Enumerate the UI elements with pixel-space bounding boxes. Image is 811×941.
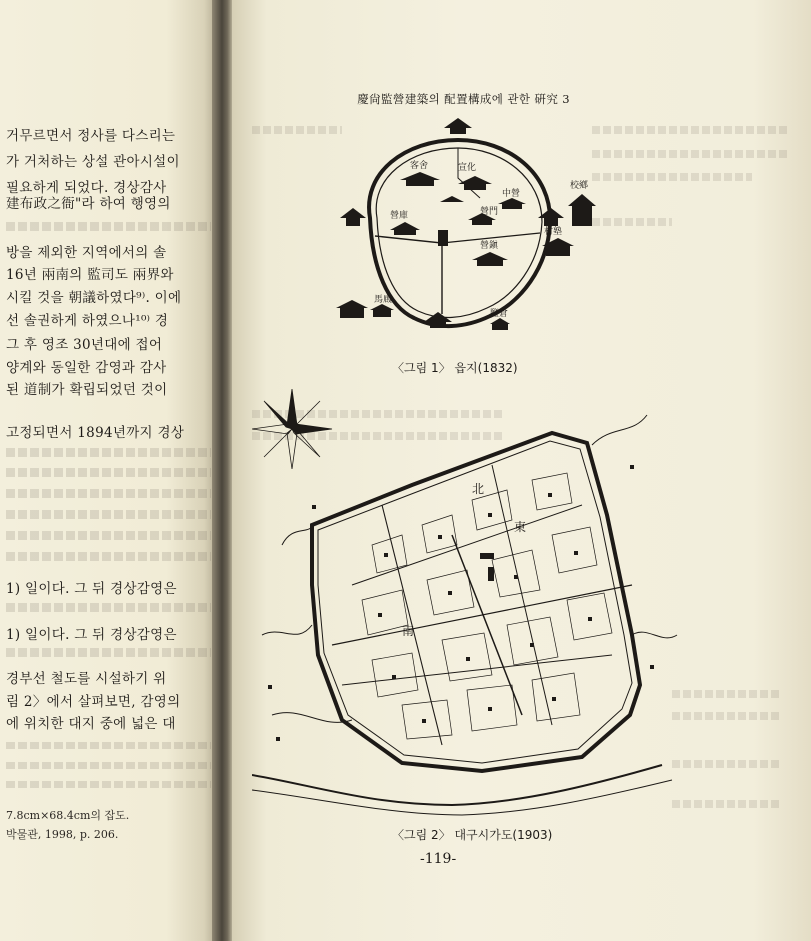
bleed-through-text — [6, 468, 211, 477]
bleed-through-text — [592, 173, 752, 181]
figure2-caption: 〈그림 2〉 대구시가도(1903) — [392, 828, 553, 842]
bleed-through-text — [252, 126, 342, 134]
footnote-line: 7.8cm×68.4cm의 잡도. — [6, 809, 130, 822]
map-label: 東 — [514, 520, 527, 534]
street-blocks — [362, 473, 612, 739]
left-text-line: 양계와 동일한 감영과 감사 — [6, 360, 167, 376]
bleed-through-text — [6, 781, 211, 788]
map-label: 中營 — [502, 189, 521, 199]
bleed-through-text — [6, 489, 211, 498]
bleed-through-text — [592, 126, 787, 134]
left-page — [0, 0, 222, 941]
map-label: 村塾 — [544, 227, 563, 237]
bleed-through-text — [672, 760, 782, 768]
figure1-caption: 〈그림 1〉 읍지(1832) — [392, 361, 518, 375]
left-text-line: 建布政之衙"라 하여 행영의 — [6, 196, 171, 212]
book-gutter — [212, 0, 234, 941]
left-text-line: 선 솔권하게 하였으나¹⁰⁾ 경 — [6, 313, 169, 329]
bleed-through-text — [6, 762, 211, 769]
left-text-line: 림 2〉에서 살펴보면, 감영의 — [6, 694, 181, 710]
map-label: 宣化 — [458, 163, 477, 173]
map-label: 營鎭 — [480, 241, 499, 251]
map-label: 營門 — [480, 207, 499, 217]
bleed-through-text — [6, 552, 211, 561]
bleed-through-text — [6, 742, 211, 749]
left-text-line: 16년 兩南의 監司도 兩界와 — [6, 267, 174, 283]
map-label: 南 — [402, 624, 415, 638]
left-text-line: 된 道制가 확립되었던 것이 — [6, 382, 168, 398]
map-label: 校鄕 — [570, 181, 589, 191]
map-label: 客舍 — [410, 161, 429, 171]
left-text-line: 필요하게 되었다. 경상감사 — [6, 180, 167, 196]
compass-rose-icon — [252, 389, 332, 469]
running-header: 慶尙監營建築의 配置構成에 관한 硏究 3 — [357, 92, 570, 106]
map-label: 馬廄 — [374, 295, 393, 305]
left-text-line: 경부선 철도를 시설하기 위 — [6, 671, 167, 687]
bleed-through-text — [6, 222, 211, 231]
figure2-map — [252, 385, 682, 817]
bleed-through-text — [6, 648, 211, 657]
left-text-line: 가 거처하는 상설 관아시설이 — [6, 154, 180, 170]
left-text-line: 고정되면서 1894년까지 경상 — [6, 425, 185, 441]
left-text-line: 시킬 것을 朝議하였다⁹⁾. 이에 — [6, 290, 182, 306]
building-icons — [390, 172, 526, 266]
figure1-map — [330, 118, 610, 350]
left-text-line: 1) 일이다. 그 뒤 경상감영은 — [6, 627, 177, 643]
map-label: 北 — [472, 482, 485, 496]
bleed-through-text — [6, 531, 211, 540]
bleed-through-text — [592, 150, 787, 158]
left-text-line: 에 위치한 대지 중에 넓은 대 — [6, 716, 176, 732]
bleed-through-text — [6, 510, 211, 519]
bleed-through-text — [672, 690, 782, 698]
bleed-through-text — [672, 800, 782, 808]
left-text-line: 1) 일이다. 그 뒤 경상감영은 — [6, 581, 177, 597]
map-label: 營庫 — [390, 211, 409, 221]
building-markers — [268, 465, 654, 741]
left-text-line: 방을 제외한 지역에서의 솔 — [6, 245, 167, 261]
footnote-line: 박물관, 1998, p. 206. — [6, 828, 119, 841]
page-number: -119- — [420, 851, 457, 867]
left-text-line: 그 후 영조 30년대에 접어 — [6, 337, 163, 353]
bleed-through-text — [6, 603, 211, 612]
bleed-through-text — [6, 448, 211, 457]
map-label: 鹽倉 — [490, 309, 509, 319]
bleed-through-text — [672, 712, 782, 720]
left-text-line: 거무르면서 정사를 다스리는 — [6, 128, 176, 144]
